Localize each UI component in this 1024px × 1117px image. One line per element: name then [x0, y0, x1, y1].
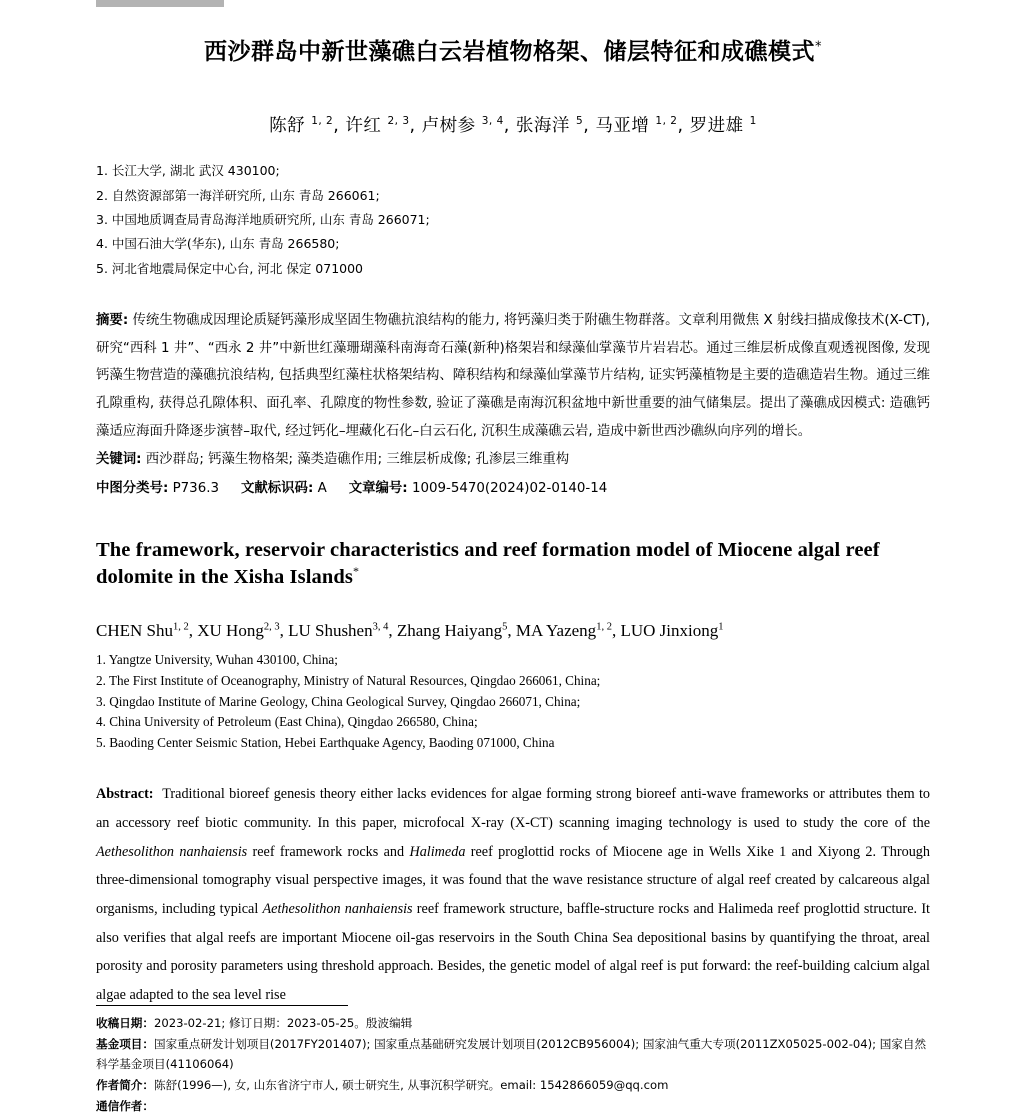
chinese-title [96, 36, 930, 68]
english-author-affil-mark: 1, 2 [596, 621, 612, 633]
chinese-affiliation: 5. 河北省地震局保定中心台, 河北 保定 071000 [96, 260, 364, 276]
footnote-block [96, 1014, 932, 1113]
chinese-affiliation: 1. 长江大学, 湖北 武汉 430100; [96, 163, 280, 179]
clc-label: 中图分类号: [96, 480, 169, 496]
footnote-label: 收稿日期： [96, 1016, 154, 1030]
chinese-affiliations [96, 159, 930, 281]
chinese-author-name: 陈舒 [269, 116, 306, 137]
english-author-affil-mark: 3, 4 [372, 621, 389, 633]
english-abstract-label: Abstract: [96, 786, 154, 803]
chinese-keywords-text: 西沙群岛; 钙藻生物格架; 藻类造礁作用; 三维层析成像; 孔渗层三维重构 [145, 452, 570, 468]
clc-value: P736.3 [172, 480, 219, 496]
chinese-abstract-label: 摘要: [96, 313, 129, 329]
chinese-author-affil-mark: 1 [749, 115, 757, 128]
chinese-author-affil-mark: 3, 4 [481, 115, 504, 128]
chinese-affiliation: 2. 自然资源部第一海洋研究所, 山东 青岛 266061; [96, 187, 380, 203]
footnote-funding [96, 1035, 932, 1075]
footnote-text: 2023-02-21; 修订日期：2023-05-25。殷波编辑 [153, 1016, 413, 1030]
chinese-author-affil-mark: 5 [576, 115, 584, 128]
english-abstract-species-name: Aethesolithon nanhaiensis [96, 843, 248, 860]
english-affiliation: 4. China University of Petroleum (East China), Qingdao 266580, China; [96, 714, 478, 730]
english-title [96, 537, 930, 591]
chinese-author-name: 卢树参 [421, 116, 476, 137]
english-abstract-species-name: Halimeda [409, 843, 466, 860]
english-author [288, 621, 388, 640]
chinese-author [690, 116, 757, 136]
chinese-author-affil-mark: 2, 3 [387, 115, 410, 128]
english-affiliation: 2. The First Institute of Oceanography, Ministry of Natural Resources, Qingdao 266061, China; [96, 672, 601, 688]
chinese-author [422, 116, 504, 136]
footnote-divider [96, 1005, 348, 1006]
english-abstract [96, 780, 930, 1010]
english-author-affil-mark: 2, 3 [263, 621, 280, 633]
chinese-affiliation: 4. 中国石油大学(华东), 山东 青岛 266580; [96, 236, 340, 252]
footnote-label: 基金项目： [96, 1036, 154, 1051]
footnote-corresponding-author [96, 1097, 932, 1117]
doc-id-label: 文献标识码: [241, 480, 314, 496]
english-author-affil-mark: 1, 2 [172, 621, 189, 633]
english-author [197, 621, 279, 640]
chinese-author-name: 张海洋 [515, 116, 570, 137]
footnote-text: 陈舒(1996—), 女, 山东省济宁市人, 硕士研究生, 从事沉积学研究。email: 1542866059@qq.com [153, 1077, 669, 1092]
article-content [96, 24, 930, 1010]
footnote-text: 国家重点研发计划项目(2017FY201407); 国家重点基础研究发展计划项目(2012CB956004); 国家油气重大专项(2011ZX05025-002-04); 国家自然科学基金项目(41106064) [96, 1036, 927, 1071]
english-author-name: Zhang Haiyang [396, 620, 503, 640]
chinese-author [345, 116, 409, 136]
chinese-abstract [96, 307, 930, 445]
chinese-abstract-text: 传统生物礁成因理论质疑钙藻形成坚固生物礁抗浪结构的能力, 将钙藻归类于附礁生物群落。文章利用微焦 X 射线扫描成像技术(X-CT), 研究“西科 1 井”、“西永 2 井”中新世红藻珊瑚藻科南海奇石藻(新种)格架岩和绿藻仙掌藻节片岩岩芯。通过三维层析成像直观透视图像, 发现钙藻生物营造的藻礁抗浪结构, 包括典型红藻柱状格架结构、障积结构和绿藻仙掌藻节片结构, 证实钙藻植物是主要的造礁造岩生物。通过三维孔隙重构, 获得总孔隙体积、面孔率、孔隙度的物性参数, 验证了藻礁是南海沉积盆地中新世重要的油气储集层。提出了藻礁成因模式: 造礁钙藻适应海面升降逐步演替–取代, 经过钙化–埋藏化石化–白云石化, 沉积生成藻礁云岩, 造成中新世西沙礁纵向序列的增长。 [96, 313, 930, 439]
english-author [96, 621, 189, 640]
english-affiliations [96, 650, 930, 754]
article-no-value: 1009-5470(2024)02-0140-14 [411, 480, 608, 496]
chinese-author-list: 陈舒 $^{1, 2}$, 许红 $^{2, 3}$, 卢树参 $^{3, 4}$, 张海洋 $^5$, 马亚增 $^{1, 2}$, 罗进雄 $^1$ [269, 115, 757, 137]
english-author [397, 621, 508, 640]
english-author-name: LUO Jinxiong [620, 620, 719, 640]
english-author-name: LU Shushen [288, 620, 373, 640]
english-abstract-part: reef framework structure, baffle-structure rocks and Halimeda reef proglottid structure. It also verifies that algal reefs are important Miocene oil-gas reservoirs in the South China Sea depositional basins by quantifying the throat, areal porosity and porosity parameters using threshold approach. Besides, the genetic model of algal reef is put forward: the reef-building calcium algal algae adapted to the sea level rise [96, 900, 930, 1003]
chinese-author-name: 马亚增 [595, 116, 650, 137]
chinese-keywords [96, 447, 930, 474]
chinese-author [595, 116, 677, 136]
chinese-title-footnote-mark: * [815, 39, 822, 55]
english-abstract-species-name: Aethesolithon nanhaiensis [262, 900, 413, 917]
english-author-affil-mark: 5 [502, 621, 508, 633]
english-affiliation: 5. Baoding Center Seismic Station, Hebei Earthquake Agency, Baoding 071000, China [96, 735, 555, 751]
english-author [516, 621, 612, 640]
chinese-classification-line [96, 476, 930, 503]
english-abstract-part: reef framework rocks and [247, 843, 410, 860]
chinese-keywords-label: 关键词: [96, 452, 142, 468]
english-author-name: MA Yazeng [515, 620, 597, 640]
chinese-author-affil-mark: 1, 2 [311, 115, 334, 128]
english-title-text: The framework, reservoir characteristics and reef formation model of Miocene algal reef dolomite in the Xisha Islands [96, 538, 880, 588]
chinese-author-name: 罗进雄 [689, 116, 744, 137]
chinese-author-affil-mark: 1, 2 [655, 115, 678, 128]
english-author-list: CHEN Shu$^{1, 2}$, XU Hong$^{2, 3}$, LU Shushen$^{3, 4}$, Zhang Haiyang$^5$, MA Yazeng$^{1, 2}$, LUO Jinxiong$^1$ [96, 620, 724, 640]
english-abstract-part: Traditional bioreef genesis theory either lacks evidences for algae forming strong bioreef anti-wave frameworks or attributes them to an accessory reef biotic community. In this paper, microfocal X-ray (X-CT) scanning imaging technology is used to study the core of the [96, 786, 931, 831]
english-author [620, 621, 723, 640]
footnote-author-bio [96, 1076, 932, 1096]
chinese-title-text: 西沙群岛中新世藻礁白云岩植物格架、储层特征和成礁模式 [204, 39, 815, 65]
chinese-affiliation: 3. 中国地质调查局青岛海洋地质研究所, 山东 青岛 266071; [96, 211, 430, 227]
doc-id-value: A [317, 480, 327, 496]
english-abstract-part: reef proglottid rocks of Miocene age in Wells Xike 1 and Xiyong 2. Through three-dimensional tomography visual perspective images, it was found that the wave resistance structure of algal reef created by calcareous algal organisms, including typical [96, 843, 930, 917]
footnote-label: 通信作者： [96, 1098, 154, 1113]
english-affiliation: 1. Yangtze University, Wuhan 430100, China; [96, 651, 338, 667]
footnote-label: 作者简介： [96, 1077, 154, 1092]
chinese-author [516, 116, 583, 136]
english-affiliation: 3. Qingdao Institute of Marine Geology, China Geological Survey, Qingdao 266071, China; [96, 693, 581, 709]
page-header-bar [96, 0, 224, 7]
english-title-footnote-mark: * [352, 563, 360, 578]
english-author-name: XU Hong [197, 620, 264, 640]
article-no-label: 文章编号: [348, 480, 408, 496]
chinese-author-name: 许红 [345, 116, 382, 137]
chinese-author [269, 116, 333, 136]
english-author-name: CHEN Shu [96, 620, 173, 640]
english-author-affil-mark: 1 [718, 621, 724, 633]
footnote-received-date [96, 1014, 932, 1034]
